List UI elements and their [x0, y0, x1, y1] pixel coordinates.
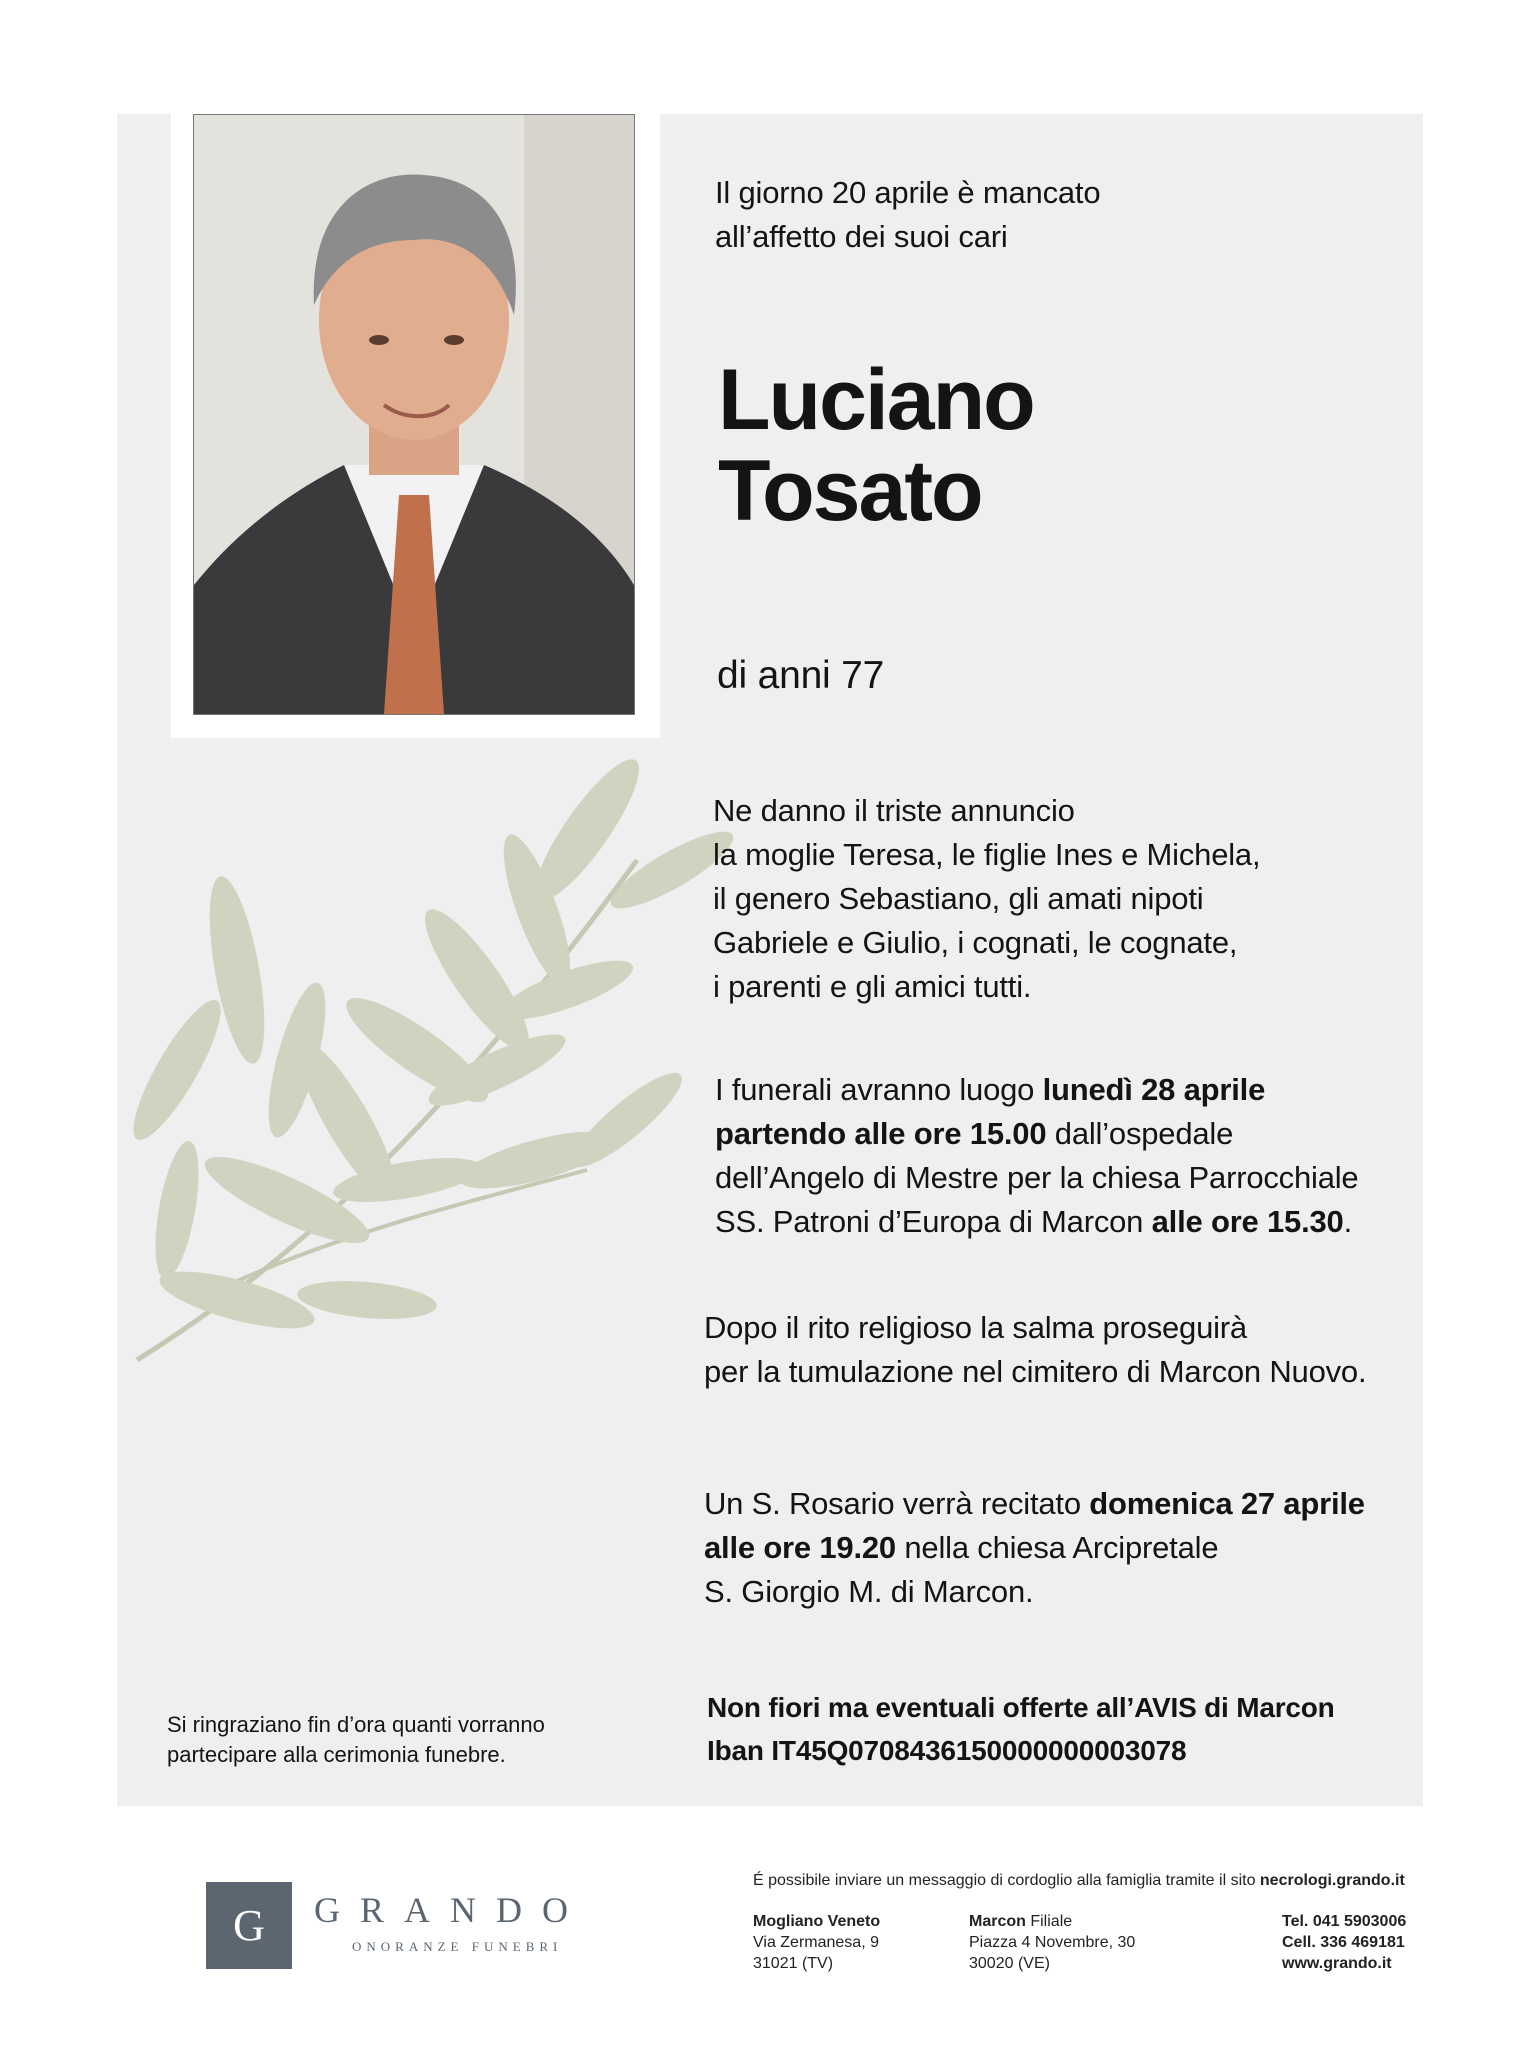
first-name: Luciano: [718, 352, 1034, 448]
thanks-note: Si ringraziano fin d’ora quanti vorranno partecipare alla cerimonia funebre.: [167, 1712, 545, 1767]
condolence-note: É possibile inviare un messaggio di cordoglio alla famiglia tramite il sito necrologi.grando.it: [753, 1872, 1405, 1889]
portrait-photo: [193, 114, 635, 715]
grando-logo-mark: G: [206, 1882, 292, 1969]
last-name: Tosato: [718, 443, 982, 539]
office-mogliano: Mogliano Veneto Via Zermanesa, 9 31021 (TV): [753, 1913, 881, 1972]
grando-logo-subtitle: ONORANZE FUNEBRI: [352, 1939, 563, 1954]
funeral-details: I funerali avranno luogo lunedì 28 aprile partendo alle ore 15.00 dall’ospedale dell’Angelo di Mestre per la chiesa Parrocchiale SS. Patroni d’Europa di Marcon alle ore 15.30.: [715, 1072, 1359, 1239]
age-text: di anni 77: [717, 654, 885, 697]
grando-logo-wordmark: GRANDO: [314, 1890, 589, 1930]
office-marcon: Marcon Filiale Piazza 4 Novembre, 30 30020 (VE): [969, 1913, 1136, 1972]
olive-branch-decoration: [117, 740, 767, 1500]
website-link[interactable]: www.grando.it: [1282, 1955, 1392, 1972]
deceased-name: [718, 352, 1034, 539]
phone-number: Tel. 041 5903006: [1282, 1913, 1407, 1930]
intro-text: Il giorno 20 aprile è mancato all’affetto dei suoi cari: [715, 175, 1101, 254]
burial-details: Dopo il rito religioso la salma proseguirà per la tumulazione nel cimitero di Marcon Nuovo.: [704, 1310, 1367, 1389]
iban: Iban IT45Q0708436150000000003078: [707, 1735, 1187, 1766]
contacts: [1282, 1911, 1406, 1974]
rosary-details: Un S. Rosario verrà recitato domenica 27 aprile alle ore 19.20 nella chiesa Arcipretale S. Giorgio M. di Marcon.: [704, 1486, 1365, 1609]
condolence-site-link[interactable]: necrologi.grando.it: [1259, 1872, 1405, 1889]
mobile-number: Cell. 336 469181: [1282, 1934, 1405, 1951]
announcement-text: Ne danno il triste annuncio la moglie Teresa, le figlie Ines e Michela, il genero Sebastiano, gli amati nipoti Gabriele e Giulio, i cognati, le cognate, i parenti e gli amici tutti.: [713, 793, 1261, 1004]
donations-note: Non fiori ma eventuali offerte all’AVIS di Marcon Iban IT45Q0708436150000000003078: [707, 1692, 1335, 1766]
